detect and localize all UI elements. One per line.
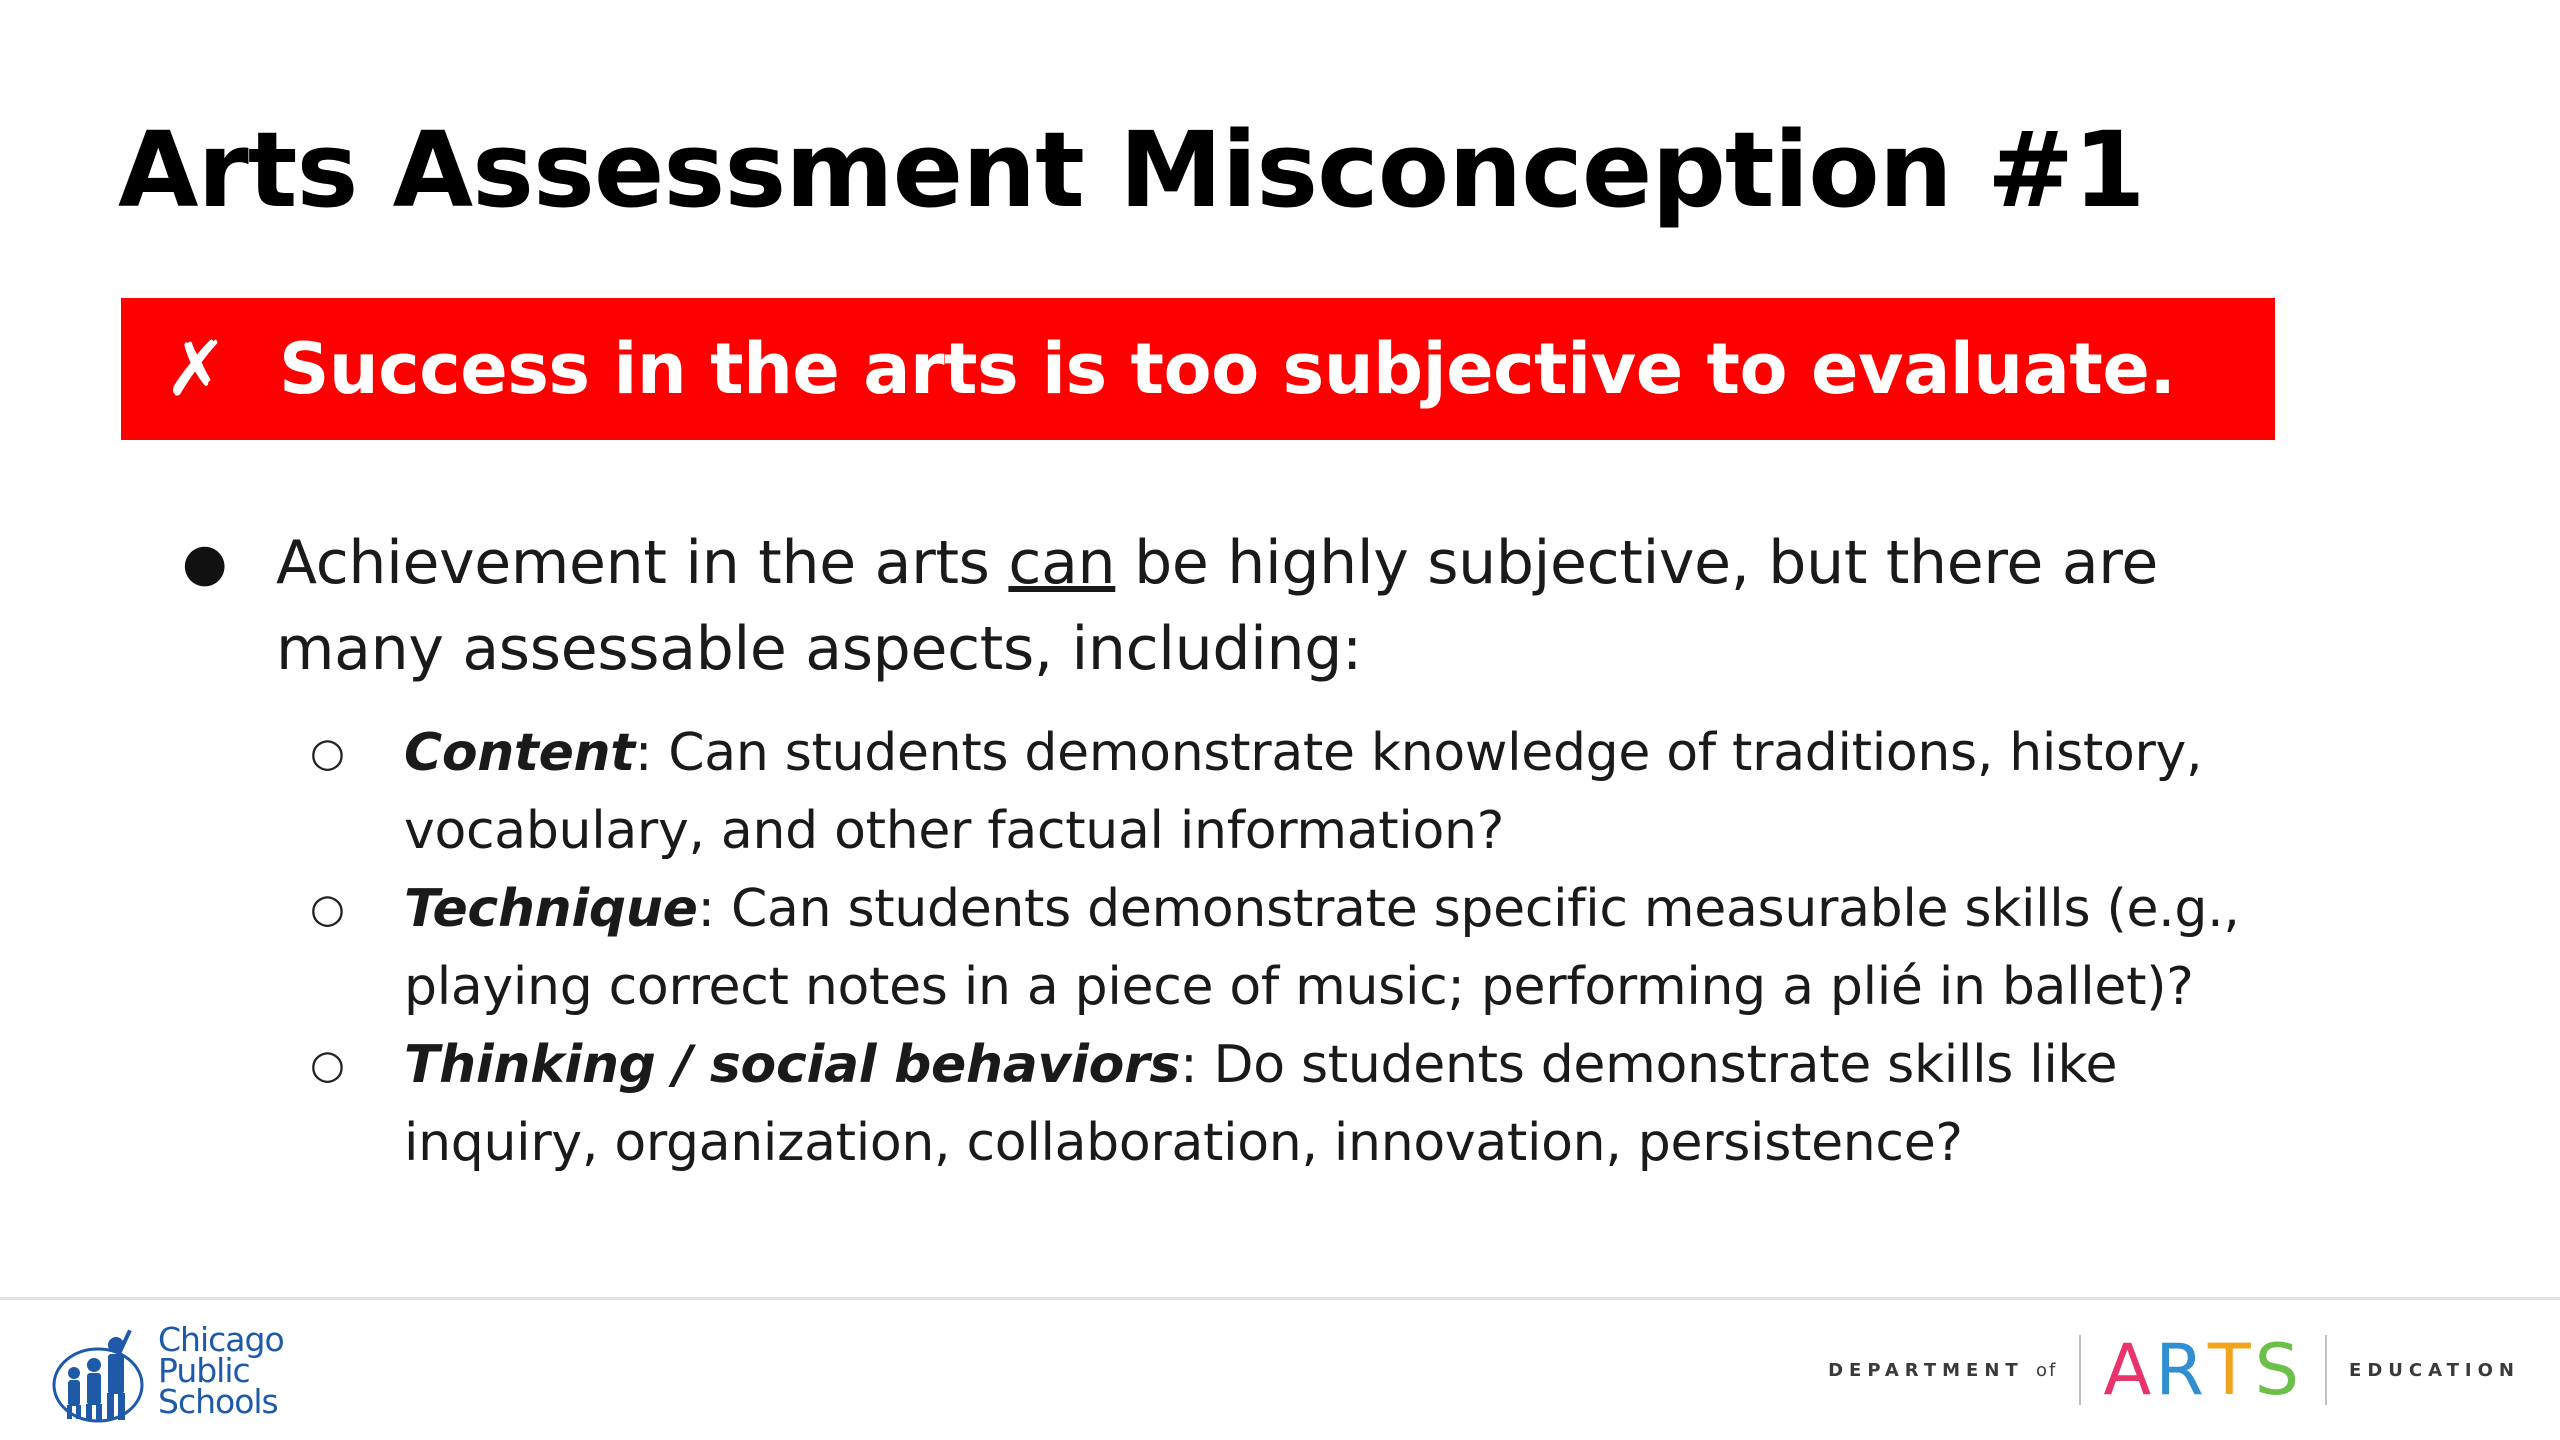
arts-letter-a: A xyxy=(2103,1329,2156,1411)
sub-item-content xyxy=(310,714,2290,870)
sub-item-term: Content xyxy=(404,723,635,783)
department-label xyxy=(1828,1360,2057,1381)
arts-letter-t: T xyxy=(2207,1329,2255,1411)
cps-wordmark xyxy=(158,1319,284,1421)
arts-wordmark xyxy=(2103,1329,2304,1411)
x-mark-icon: ✗ xyxy=(164,324,228,413)
bullet-dot-icon: ● xyxy=(182,533,228,593)
hollow-bullet-icon: ○ xyxy=(310,1042,345,1088)
sub-item-technique xyxy=(310,870,2290,1026)
sub-item-text: Can students demonstrate specific measurable skills (e.g., playing correct notes in a piece of music; performing a plié in ballet)? xyxy=(404,879,2240,1017)
cps-line: Public xyxy=(158,1350,250,1390)
sub-item-thinking xyxy=(310,1026,2290,1182)
sub-item-term: Thinking / social behaviors xyxy=(404,1035,1181,1095)
misconception-statement: Success in the arts is too subjective to evaluate. xyxy=(279,328,2176,410)
sub-item-sep: : xyxy=(697,879,731,939)
bullet-text-after: be highly subjective, but there are many assessable aspects, including: xyxy=(276,528,2158,684)
hollow-bullet-icon: ○ xyxy=(310,886,345,932)
cps-family-icon xyxy=(50,1315,150,1425)
logo-separator xyxy=(2079,1335,2081,1405)
cps-line: Schools xyxy=(158,1381,278,1421)
sub-item-sep: : xyxy=(634,723,669,783)
sub-item-term: Technique xyxy=(404,879,698,939)
arts-education-logo xyxy=(1828,1330,2520,1410)
sub-item-text: Can students demonstrate knowledge of traditions, history, vocabulary, and other factual information? xyxy=(404,723,2203,861)
arts-letter-s: S xyxy=(2254,1329,2304,1411)
misconception-banner xyxy=(121,298,2275,440)
logo-separator xyxy=(2325,1335,2327,1405)
footer-divider xyxy=(0,1297,2560,1300)
cps-logo xyxy=(50,1310,284,1430)
bullet-emphasis: can xyxy=(1008,528,1116,598)
education-label: EDUCATION xyxy=(2349,1359,2520,1381)
cps-line: Chicago xyxy=(158,1319,284,1359)
hollow-bullet-icon: ○ xyxy=(310,730,345,776)
main-bullet xyxy=(170,520,2290,692)
department-of: of xyxy=(2035,1359,2058,1381)
bullet-text-before: Achievement in the arts xyxy=(276,528,1009,598)
sub-item-text: Do students demonstrate skills like inquiry, organization, collaboration, innovation, persistence? xyxy=(404,1035,2118,1173)
slide-content xyxy=(170,520,2290,1182)
slide-title: Arts Assessment Misconception #1 xyxy=(118,109,2145,231)
sub-bullet-list xyxy=(170,714,2290,1182)
department-word: DEPARTMENT xyxy=(1828,1359,2024,1381)
arts-letter-r: R xyxy=(2155,1329,2208,1411)
sub-item-sep: : xyxy=(1180,1035,1214,1095)
